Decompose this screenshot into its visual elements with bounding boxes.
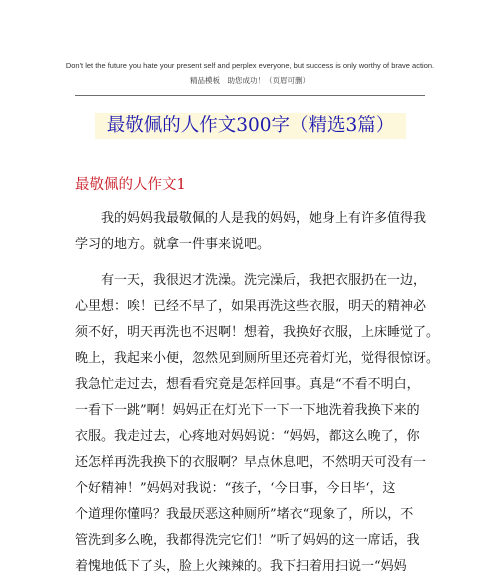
section-heading: 最敬佩的人作文1 [75,177,186,193]
paragraph-line: 个道理你懂吗？我最厌恶这种厕所”堵衣“现象了，所以，不 [75,507,414,522]
header-divider [75,95,425,96]
document-title: 最敬佩的人作文300字（精选3篇） [106,115,395,136]
paragraph-1 [75,206,427,258]
paragraph-2 [75,268,440,580]
paragraph-line: 着愧地低下了头，脸上火辣辣的。我下扫着用扫说一“妈妈 [75,559,407,574]
paragraph-line: 管洗到多么晚，我都得洗完它们！”听了妈妈的这一席话，我 [75,533,420,548]
paragraph-line: 有一天，我很迟才洗澡。洗完澡后，我把衣服扔在一边， [101,273,427,288]
paragraph-line: 须不好，明天再洗也不迟啊！想着，我换好衣服，上床睡觉了。 [75,325,440,340]
paragraph-line: 心里想：唉！已经不早了，如果再洗这些衣服，明天的精神必 [75,299,427,314]
paragraph-line: 一看下一跳”啊！妈妈正在灯光下一下一下地洗着我换下来的 [75,403,420,418]
paragraph-line: 晚上，我起来小便，忽然见到厕所里还亮着灯光，觉得很惊讶。 [75,351,440,366]
paragraph-line: 我的妈妈我最敬佩的人是我的妈妈，她身上有许多值得我 [101,211,427,226]
paragraph-line: 学习的地方。就拿一件事来说吧。 [75,237,271,252]
paragraph-line: 衣服。我走过去，心疼地对妈妈说：“妈妈，都这么晚了，你 [75,429,420,444]
paragraph-line: 还怎样再洗我换下的衣服啊？早点休息吧，不然明天可没有一 [75,455,427,470]
header-quote: Don't let the future you hate your present self and perplex everyone, but success is only worthy of brave action. [65,61,435,70]
paragraph-line: 个好精神！”妈妈对我说：“孩子，‘今日事，今日毕‘，这 [75,481,396,496]
paragraph-line: 我急忙走过去，想看看究竟是怎样回事。真是“不看不明白， [75,377,420,392]
header-subtitle: 精品模板 助您成功！（页眉可删） [190,76,310,85]
